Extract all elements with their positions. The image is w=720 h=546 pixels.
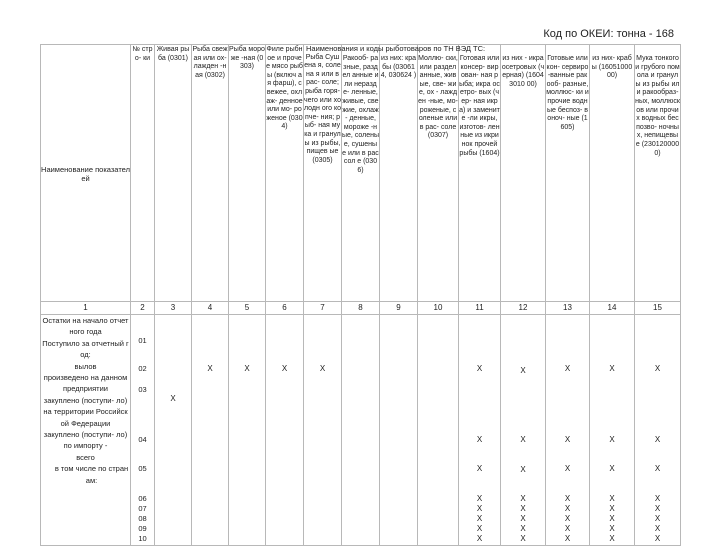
row-code: 10 — [138, 534, 147, 543]
x-mark: X — [654, 524, 661, 533]
x-mark: X — [476, 435, 483, 444]
row-code: 07 — [138, 504, 147, 513]
x-mark: X — [476, 364, 483, 373]
col-number: 11 — [459, 302, 501, 315]
row-label-total: всего — [76, 452, 95, 462]
x-mark: X — [244, 364, 250, 373]
col-header-3: Живая рыба (0301) — [155, 45, 192, 302]
x-mark: X — [654, 464, 661, 473]
col-number: 1 — [41, 302, 131, 315]
col-number: 10 — [418, 302, 459, 315]
x-mark: X — [476, 514, 483, 523]
x-mark: X — [520, 494, 526, 503]
row-label-by-country: в том числе по странам: — [54, 464, 129, 485]
col-header-13: Готовые или кон- сервиро -ванные ракооб- разные, моллюс- ки и прочие водные беспоз- воноч- ные (1605) — [546, 45, 590, 302]
row-number-header: № стр о- ки — [131, 45, 155, 302]
x-mark: X — [207, 364, 213, 373]
x-mark: X — [476, 504, 483, 513]
row-code: 06 — [138, 494, 147, 503]
col-number: 12 — [501, 302, 546, 315]
col-number: 5 — [229, 302, 266, 315]
col-number: 3 — [155, 302, 192, 315]
col-number: 13 — [546, 302, 590, 315]
row-code: 03 — [138, 385, 147, 394]
row-code: 02 — [138, 364, 147, 373]
col-number: 8 — [342, 302, 380, 315]
row-label-purchased-import: закуплено (поступи- ло) по импорту - — [43, 430, 128, 451]
okei-code: Код по ОКЕИ: тонна - 168 — [543, 28, 674, 40]
col-header-12: из них - икра осетровых (черная) (16043010 00) — [501, 45, 546, 302]
col-number: 7 — [304, 302, 342, 315]
row-label-received: Поступило за отчетный год: — [42, 338, 129, 360]
col-header-4: Рыба свежая или ох- лажден -ная (0302) — [192, 45, 229, 302]
x-mark: X — [564, 514, 571, 523]
col-number: 14 — [590, 302, 635, 315]
x-mark: X — [476, 524, 483, 533]
x-mark: X — [609, 514, 615, 523]
report-table — [40, 44, 681, 546]
x-mark: X — [520, 504, 526, 513]
x-mark: X — [520, 534, 526, 543]
row-label-opening-balance: Остатки на начало отчетного года — [42, 316, 129, 337]
x-mark: X — [609, 494, 615, 503]
x-mark: X — [609, 534, 615, 543]
commodity-group-header: Наименования и коды рыботоваров по ТН ВЭД ТС: — [306, 44, 486, 53]
row-label-produced: произведено на данном предприятии — [43, 373, 128, 394]
x-mark: X — [564, 534, 571, 543]
row-code: 09 — [138, 524, 147, 533]
x-mark: X — [564, 524, 571, 533]
x-mark: X — [170, 394, 176, 403]
x-mark: X — [476, 534, 483, 543]
row-labels-cell — [41, 315, 131, 546]
x-mark: X — [564, 364, 571, 373]
x-mark: X — [609, 524, 615, 533]
col-number: 9 — [380, 302, 418, 315]
x-mark: X — [609, 464, 615, 473]
x-mark: X — [520, 366, 526, 375]
x-mark: X — [520, 514, 526, 523]
x-mark: X — [654, 534, 661, 543]
col-header-15: Мука тонкого и грубого помола и гранулы из рыбы или ракообраз- ных, моллюсков или прочих водных беспозво- ночных, непищевые (230120000 0) — [635, 45, 681, 302]
row-code: 04 — [138, 435, 147, 444]
col-number: 2 — [131, 302, 155, 315]
x-mark: X — [564, 494, 571, 503]
x-mark: X — [654, 504, 661, 513]
col-header-10: Моллю- ски, или раздел анные, живые, све- жие, ох - лажден -ные, мо- роженые, соленые или в рас- соле (0307) — [418, 45, 459, 302]
col-header-14: из них- крабы (16051000 00) — [590, 45, 635, 302]
x-mark: X — [564, 435, 571, 444]
col-header-8: Ракооб- разные, раздел анные или неразд е- ленные, живые, свежие, охлаж- денные, мороже -ные, солены е, сушены е или в рассол е (0306) — [342, 45, 380, 302]
x-mark: X — [564, 464, 571, 473]
col-number: 4 — [192, 302, 229, 315]
x-mark: X — [476, 494, 483, 503]
x-mark: X — [609, 364, 615, 373]
col-number: 6 — [266, 302, 304, 315]
row-label-purchased-domestic: закуплено (поступи- ло) на территории Российской Федерации — [43, 395, 128, 428]
x-mark: X — [654, 435, 661, 444]
col-number: 15 — [635, 302, 681, 315]
x-mark: X — [564, 504, 571, 513]
col-header-11: Готовая или консер- вирован- ная рыба; икра осетро- вых (чер- ная икра) и замените -ли икры, изготов- ленные из икринок прочей рыбы (1604) — [459, 45, 501, 302]
row-code: 05 — [138, 464, 147, 473]
x-mark: X — [654, 494, 661, 503]
x-mark: X — [654, 364, 661, 373]
row-codes-cell — [131, 315, 155, 546]
x-mark: X — [609, 435, 615, 444]
col-header-7-text: Рыба Сушена я, солена я или в рас- соле; рыба горя- чего или холодн ого копче- ния; рыб- ная мука и гранул ы из рыбы, пищев ые (0305) — [304, 53, 341, 164]
x-mark: X — [520, 465, 526, 474]
x-mark: X — [654, 514, 661, 523]
x-mark: X — [281, 364, 288, 373]
x-mark: X — [319, 364, 326, 373]
x-mark: X — [609, 504, 615, 513]
row-label-catch: вылов — [74, 361, 97, 371]
col-header-5: Рыба мороже -ная (0303) — [229, 45, 266, 302]
x-mark: X — [520, 435, 526, 444]
col-header-6: Филе рыбное и прочее мясо рыбы (включ ая фарш), свежее, охлаж- денное или мо- роженое (0304) — [266, 45, 304, 302]
col-header-9: из них: крабы (03061 4, 030624 ) — [380, 45, 418, 302]
x-mark: X — [520, 524, 526, 533]
row-code: 08 — [138, 514, 147, 523]
row-code: 01 — [138, 336, 147, 345]
x-mark: X — [476, 464, 483, 473]
indicator-header: Наименование показателей — [41, 45, 131, 302]
